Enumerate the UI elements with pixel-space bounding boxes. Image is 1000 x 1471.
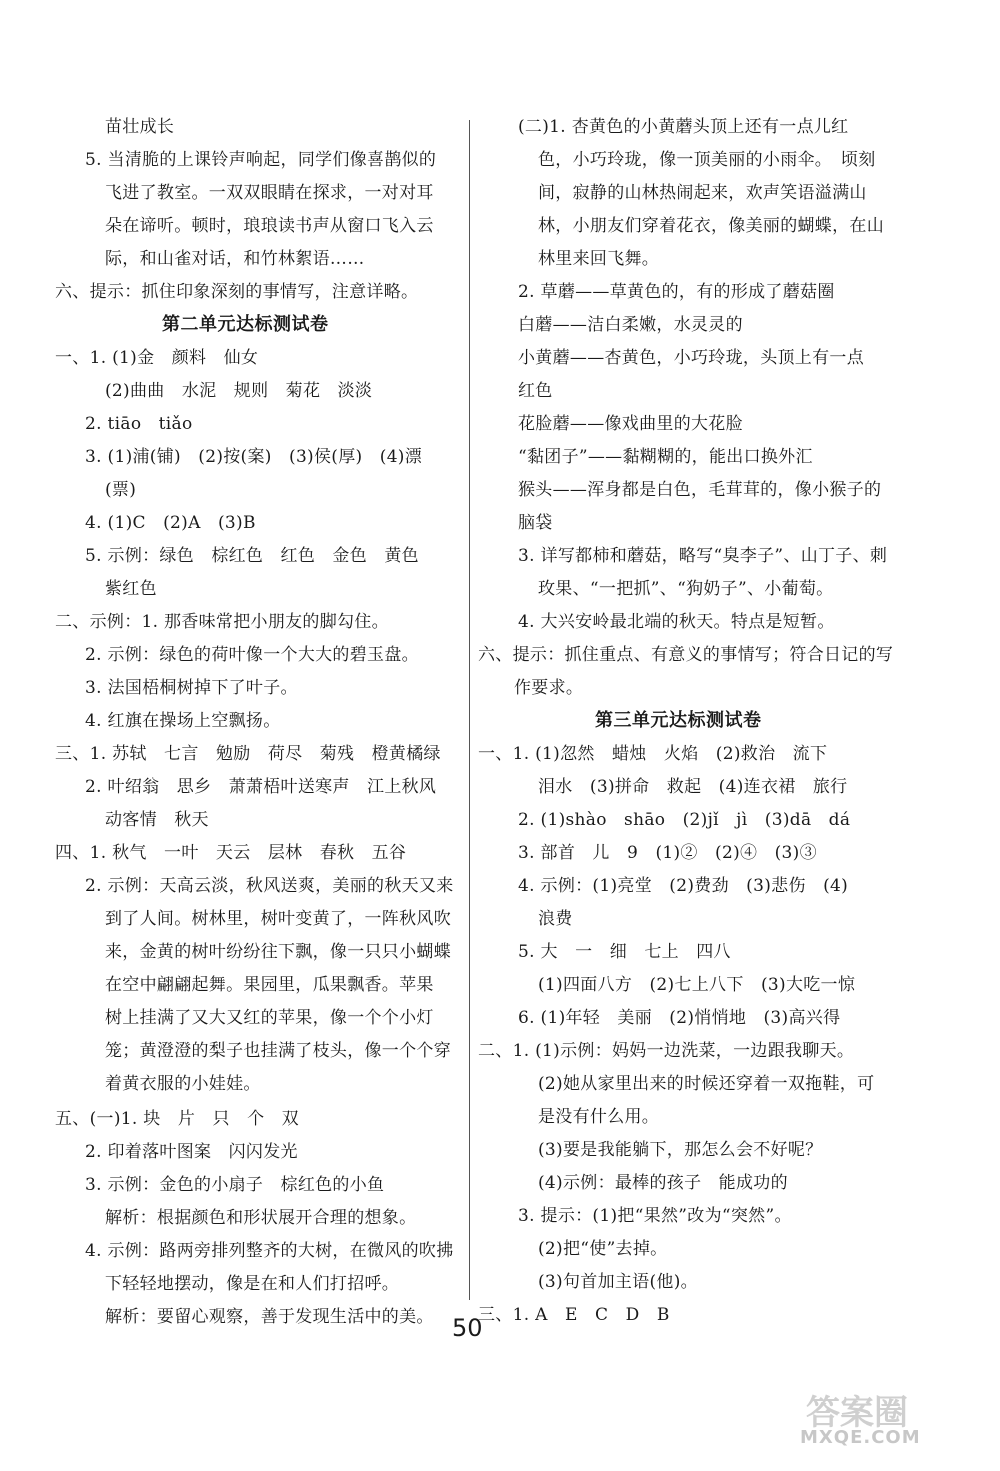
text-line: 林里来回飞舞。 (538, 249, 660, 269)
text-line: 3. 法国梧桐树掉下了叶子。 (85, 678, 298, 698)
text-line: 3. 详写都柿和蘑菇，略写“臭李子”、山丁子、刺 (518, 546, 888, 566)
text-line: 2. 草蘑——草黄色的，有的形成了蘑菇圈 (518, 282, 835, 302)
text-line: 四、1. 秋气 一叶 天云 层林 春秋 五谷 (55, 843, 407, 863)
text-line: 三、1. 苏轼 七言 勉励 荷尽 菊残 橙黄橘绿 (55, 744, 441, 764)
section-heading: 第三单元达标测试卷 (595, 710, 762, 731)
text-line: 脑袋 (518, 513, 553, 533)
text-line: 3. (1)浦(铺) (2)按(案) (3)侯(厚) (4)漂 (85, 447, 423, 467)
text-line: 一、1. (1)金 颜料 仙女 (55, 348, 259, 368)
text-line: 小黄蘑——杏黄色，小巧玲珑，头顶上有一点 (518, 348, 864, 368)
text-line: 苗壮成长 (105, 117, 175, 137)
text-line: 际，和山雀对话，和竹林絮语…… (105, 249, 365, 269)
text-line: 猴头——浑身都是白色，毛茸茸的，像小猴子的 (518, 480, 882, 500)
text-line: 花脸蘑——像戏曲里的大花脸 (518, 414, 743, 434)
text-line: 3. 提示：(1)把“果然”改为“突然”。 (518, 1206, 792, 1226)
text-line: 在空中翩翩起舞。果园里，瓜果飘香。苹果 (105, 975, 434, 995)
text-line: 解析：根据颜色和形状展开合理的想象。 (105, 1208, 417, 1228)
text-line: 6. (1)年轻 美丽 (2)悄悄地 (3)高兴得 (518, 1008, 841, 1028)
text-line: (票) (105, 480, 137, 500)
text-line: 玫果、“一把抓”、“狗奶子”、小葡萄。 (538, 579, 834, 599)
watermark-title: 答案圈 (806, 1393, 908, 1433)
text-line: (1)四面八方 (2)七上八下 (3)大吃一惊 (538, 975, 856, 995)
text-line: 笼；黄澄澄的梨子也挂满了枝头，像一个个穿 (105, 1041, 451, 1061)
text-line: 间，寂静的山林热闹起来，欢声笑语溢满山 (538, 183, 867, 203)
text-line: 色，小巧玲珑，像一顶美丽的小雨伞。 顷刻 (538, 150, 876, 170)
text-line: 树上挂满了又大又红的苹果，像一个个小灯 (105, 1008, 434, 1028)
text-line: 5. 大 一 细 七上 四八 (518, 942, 731, 962)
text-line: 2. tiāo tiǎo (85, 414, 193, 434)
text-line: 作要求。 (514, 678, 584, 698)
text-line: 2. 示例：绿色的荷叶像一个大大的碧玉盘。 (85, 645, 419, 665)
text-line: 泪水 (3)拼命 救起 (4)连衣裙 旅行 (538, 777, 848, 797)
text-line: 5. 当清脆的上课铃声响起，同学们像喜鹊似的 (85, 150, 437, 170)
text-line: (2)她从家里出来的时候还穿着一双拖鞋，可 (538, 1074, 875, 1094)
text-line: 4. 红旗在操场上空飘扬。 (85, 711, 281, 731)
text-line: 3. 示例：金色的小扇子 棕红色的小鱼 (85, 1175, 385, 1195)
text-line: 2. (1)shào shāo (2)jǐ jì (3)dā dá (518, 810, 851, 830)
text-line: 六、提示：抓住重点、有意义的事情写；符合日记的写 (478, 645, 894, 665)
text-line: 4. 示例：路两旁排列整齐的大树，在微风的吹拂 (85, 1241, 454, 1261)
text-line: 下轻轻地摆动，像是在和人们打招呼。 (105, 1274, 400, 1294)
text-line: 4. 大兴安岭最北端的秋天。特点是短暂。 (518, 612, 835, 632)
text-line: 2. 示例：天高云淡，秋风送爽，美丽的秋天又来 (85, 876, 454, 896)
text-line: 3. 部首 儿 9 (1)② (2)④ (3)③ (518, 843, 817, 863)
text-line: 是没有什么用。 (538, 1107, 660, 1127)
column-divider (469, 120, 470, 1300)
text-line: 到了人间。树林里，树叶变黄了，一阵秋风吹 (105, 909, 451, 929)
text-line: “黏团子”——黏糊糊的，能出口换外汇 (518, 447, 813, 467)
text-line: 浪费 (538, 909, 573, 929)
watermark-url: MXQE.COM (800, 1427, 921, 1448)
text-line: 五、(一)1. 块 片 只 个 双 (55, 1109, 299, 1129)
text-line: 5. 示例：绿色 棕红色 红色 金色 黄色 (85, 546, 419, 566)
text-line: 林，小朋友们穿着花衣，像美丽的蝴蝶，在山 (538, 216, 884, 236)
text-line: (3)句首加主语(他)。 (538, 1272, 698, 1292)
text-line: 二、示例：1. 那香味常把小朋友的脚勾住。 (55, 612, 389, 632)
text-line: 红色 (518, 381, 553, 401)
section-heading: 第二单元达标测试卷 (162, 314, 329, 335)
text-line: (2)曲曲 水泥 规则 菊花 淡淡 (105, 381, 373, 401)
text-line: 动客情 秋天 (105, 810, 209, 830)
text-line: 一、1. (1)忽然 蜡烛 火焰 (2)救治 流下 (478, 744, 828, 764)
text-line: 来，金黄的树叶纷纷往下飘，像一只只小蝴蝶 (105, 942, 451, 962)
text-line: (3)要是我能躺下，那怎么会不好呢？ (538, 1140, 823, 1160)
text-line: 4. 示例：(1)亮堂 (2)费劲 (3)悲伤 (4) (518, 876, 849, 896)
text-line: 六、提示：抓住印象深刻的事情写，注意详略。 (55, 282, 419, 302)
text-line: 二、1. (1)示例：妈妈一边洗菜，一边跟我聊天。 (478, 1041, 855, 1061)
text-line: 飞进了教室。一双双眼睛在探求，一对对耳 (105, 183, 434, 203)
text-line: 2. 印着落叶图案 闪闪发光 (85, 1142, 298, 1162)
text-line: 三、1. A E C D B (478, 1305, 670, 1325)
text-line: 解析：要留心观察，善于发现生活中的美。 (105, 1307, 434, 1327)
text-line: 朵在谛听。顿时，琅琅读书声从窗口飞入云 (105, 216, 434, 236)
watermark-logo (800, 1385, 975, 1460)
text-line: 紫红色 (105, 579, 157, 599)
text-line: 白蘑——洁白柔嫩，水灵灵的 (518, 315, 743, 335)
text-line: (4)示例：最棒的孩子 能成功的 (538, 1173, 788, 1193)
text-line: (2)把“使”去掉。 (538, 1239, 668, 1259)
text-line: 4. (1)C (2)A (3)B (85, 513, 256, 533)
text-line: 着黄衣服的小娃娃。 (105, 1074, 261, 1094)
text-line: (二)1. 杏黄色的小黄蘑头顶上还有一点儿红 (518, 117, 849, 137)
page-number: 50 (452, 1314, 483, 1342)
text-line: 2. 叶绍翁 思乡 萧萧梧叶送寒声 江上秋风 (85, 777, 437, 797)
